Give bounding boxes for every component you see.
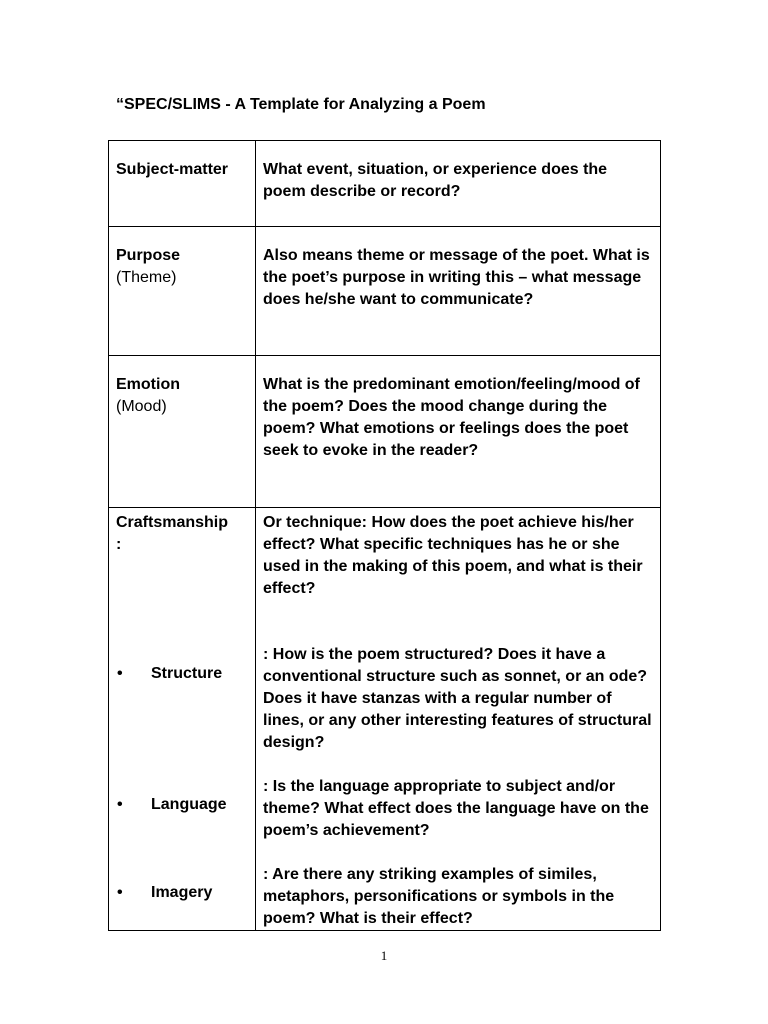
row-sublabel: (Mood) bbox=[116, 398, 167, 415]
document-title: “SPEC/SLIMS - A Template for Analyzing a Poem bbox=[116, 96, 486, 113]
imagery-description: : Are there any striking examples of similes, metaphors, personifications or symbols in the poem? What is their effect? bbox=[263, 866, 615, 927]
sub-item-label: Structure bbox=[151, 665, 223, 682]
row-label: Emotion bbox=[116, 376, 180, 393]
table-row-emotion bbox=[109, 356, 661, 508]
row-sublabel: (Theme) bbox=[116, 269, 177, 286]
sub-item-language bbox=[117, 794, 227, 816]
table-row-subject-matter bbox=[109, 141, 661, 227]
craftsmanship-label-cell bbox=[109, 508, 256, 931]
structure-description: : How is the poem structured? Does it have a conventional structure such as sonnet, or an ode? Does it have stanzas with a regular number of lines, or any other interesting features of structural design? bbox=[263, 646, 652, 751]
table-row-purpose bbox=[109, 227, 661, 356]
bullet-icon: • bbox=[117, 884, 123, 901]
sub-item-structure bbox=[117, 663, 222, 685]
sub-item-imagery bbox=[117, 882, 212, 904]
language-description: : Is the language appropriate to subject and/or theme? What effect does the language have on the poem’s achievement? bbox=[263, 778, 649, 839]
row-description: What is the predominant emotion/feeling/mood of the poem? Does the mood change during the poem? What emotions or feelings does the poet seek to evoke in the reader? bbox=[256, 356, 661, 508]
craftsmanship-intro: Or technique: How does the poet achieve his/her effect? What specific techniques has he or she used in the making of this poem, and what is their effect? bbox=[263, 514, 643, 597]
row-label: Subject-matter bbox=[116, 161, 229, 178]
table-row-craftsmanship bbox=[109, 508, 661, 931]
row-label-cell bbox=[109, 141, 256, 227]
row-label-colon: : bbox=[116, 536, 122, 553]
row-label: Craftsmanship bbox=[116, 514, 229, 531]
row-label-cell bbox=[109, 227, 256, 356]
bullet-icon: • bbox=[117, 665, 123, 682]
bullet-icon: • bbox=[117, 796, 123, 813]
spec-table bbox=[108, 140, 661, 931]
craftsmanship-description-cell bbox=[256, 508, 661, 931]
row-description: What event, situation, or experience does the poem describe or record? bbox=[256, 141, 661, 227]
row-label: Purpose bbox=[116, 247, 181, 264]
row-label-cell bbox=[109, 356, 256, 508]
sub-item-label: Language bbox=[151, 796, 227, 813]
row-description: Also means theme or message of the poet. What is the poet’s purpose in writing this – what message does he/she want to communicate? bbox=[256, 227, 661, 356]
sub-item-label: Imagery bbox=[151, 884, 213, 901]
page-number: 1 bbox=[380, 948, 388, 963]
